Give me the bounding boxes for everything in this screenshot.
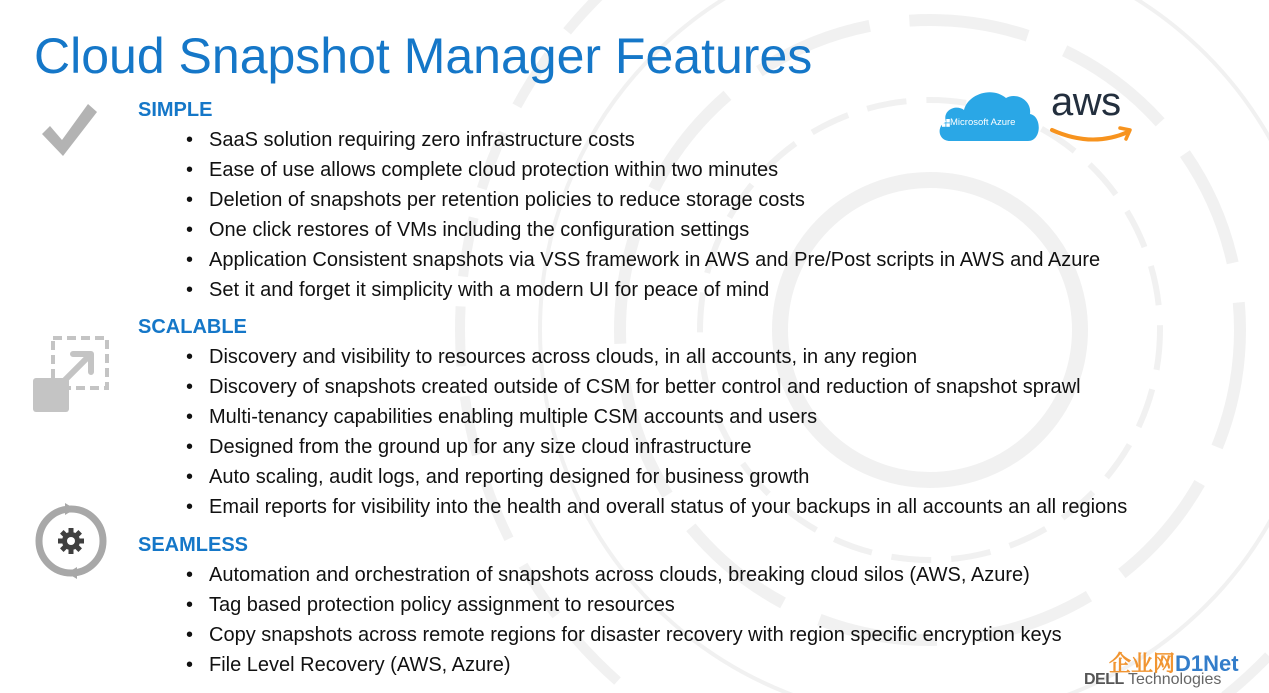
azure-logo-text: Microsoft Azure <box>950 117 1016 128</box>
technologies-logo-text: Technologies <box>1127 671 1222 688</box>
list-item: • Ease of use allows complete cloud protection within two minutes <box>186 155 1100 185</box>
scale-expand-icon <box>31 334 111 414</box>
section-heading-seamless: SEAMLESS <box>138 534 249 556</box>
list-item: • Tag based protection policy assignment to resources <box>186 590 1062 620</box>
watermark-text-cn: 企业网 <box>1109 651 1176 676</box>
list-item: • Application Consistent snapshots via VSS framework in AWS and Pre/Post scripts in AWS and Azure <box>186 245 1100 275</box>
watermark-logo <box>1109 651 1239 677</box>
list-item: • Multi-tenancy capabilities enabling multiple CSM accounts and users <box>186 402 1127 432</box>
scalable-feature-list <box>186 342 1127 522</box>
page-title: Cloud Snapshot Manager Features <box>34 28 813 84</box>
section-heading-scalable: SCALABLE <box>138 316 247 338</box>
list-item: • Email reports for visibility into the health and overall status of your backups in all accounts an all regions <box>186 492 1127 522</box>
list-item: • Automation and orchestration of snapshots across clouds, breaking cloud silos (AWS, Azure) <box>186 560 1062 590</box>
list-item: • Auto scaling, audit logs, and reporting designed for business growth <box>186 462 1127 492</box>
list-item: • Designed from the ground up for any size cloud infrastructure <box>186 432 1127 462</box>
gear-cycle-icon <box>33 503 109 579</box>
seamless-feature-list <box>186 560 1062 680</box>
checkmark-icon <box>38 100 100 160</box>
section-heading-simple: SIMPLE <box>138 99 213 121</box>
simple-feature-list <box>186 125 1100 305</box>
dell-logo-text: DELL <box>1084 671 1124 688</box>
list-item: • Copy snapshots across remote regions for disaster recovery with region specific encryption keys <box>186 620 1062 650</box>
list-item: • Discovery of snapshots created outside of CSM for better control and reduction of snapshot sprawl <box>186 372 1127 402</box>
list-item: • SaaS solution requiring zero infrastructure costs <box>186 125 1100 155</box>
list-item: • Deletion of snapshots per retention policies to reduce storage costs <box>186 185 1100 215</box>
watermark-text-net: D1Net <box>1175 651 1239 676</box>
aws-logo-text: aws <box>1051 80 1121 124</box>
list-item: • One click restores of VMs including the configuration settings <box>186 215 1100 245</box>
list-item: • Discovery and visibility to resources across clouds, in all accounts, in any region <box>186 342 1127 372</box>
list-item: • Set it and forget it simplicity with a modern UI for peace of mind <box>186 275 1100 305</box>
list-item: • File Level Recovery (AWS, Azure) <box>186 650 1062 680</box>
